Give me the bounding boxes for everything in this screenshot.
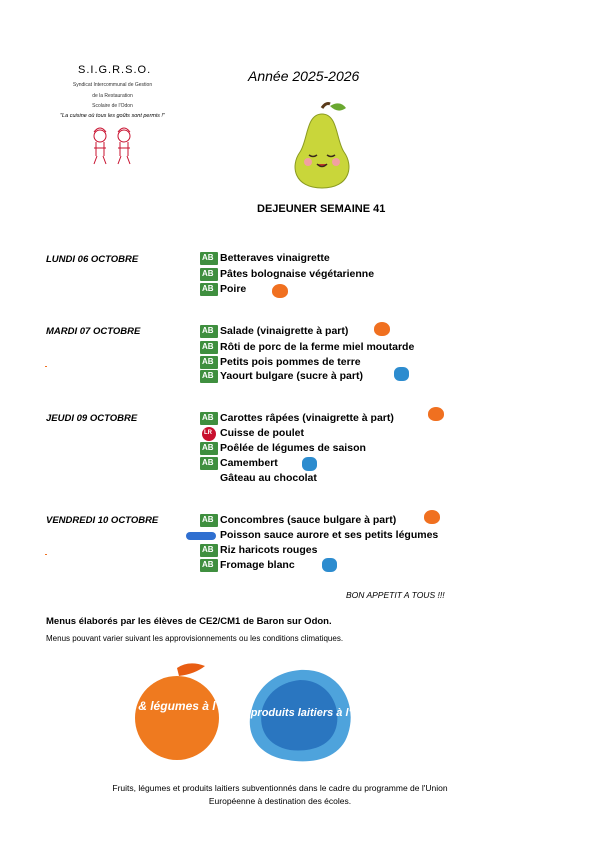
- orange-marker: [45, 366, 47, 367]
- dairy-program-icon: [394, 367, 409, 381]
- fruit-program-icon: [424, 510, 440, 524]
- organic-label-icon: [200, 559, 218, 572]
- dish-item: Betteraves vinaigrette: [220, 252, 330, 264]
- org-line-2: de la Restauration: [92, 93, 133, 99]
- organic-label-icon: [200, 370, 218, 383]
- fruits-logo-text: fruits & légumes à l'école: [104, 699, 250, 713]
- dish-item: Rôti de porc de la ferme miel moutarde: [220, 341, 415, 353]
- menu-variation-note: Menus pouvant varier suivant les approvisionnements ou les conditions climatiques.: [46, 634, 344, 643]
- organic-label-icon: [200, 514, 218, 527]
- day-label-thursday: JEUDI 09 OCTOBRE: [46, 413, 138, 424]
- org-motto: "La cuisine où tous les goûts sont permis !": [60, 113, 165, 119]
- organic-label-icon: [200, 356, 218, 369]
- bon-appetit-text: BON APPETIT A TOUS !!!: [346, 590, 445, 600]
- menu-authors-note: Menus élaborés par les élèves de CE2/CM1 de Baron sur Odon.: [46, 616, 332, 627]
- dish-item: Gâteau au chocolat: [220, 472, 317, 484]
- day-label-monday: LUNDI 06 OCTOBRE: [46, 254, 139, 265]
- dish-item: Yaourt bulgare (sucre à part): [220, 370, 363, 382]
- dish-item: Carottes râpées (vinaigrette à part): [220, 412, 394, 424]
- organic-label-icon: [200, 457, 218, 470]
- organic-label-icon: [200, 544, 218, 557]
- day-label-tuesday: MARDI 07 OCTOBRE: [46, 326, 141, 337]
- organic-label-icon: [200, 442, 218, 455]
- organic-label-icon: [200, 341, 218, 354]
- label-rouge-icon: [202, 427, 216, 441]
- dish-item: Fromage blanc: [220, 559, 295, 571]
- fruit-program-icon: [272, 284, 288, 298]
- organic-label-icon: [200, 252, 218, 265]
- footer-line-2: Européenne à destination des écoles.: [208, 796, 352, 806]
- week-title: DEJEUNER SEMAINE 41: [257, 203, 386, 215]
- org-name: S.I.G.R.S.O.: [78, 64, 152, 76]
- dish-item: Camembert: [220, 457, 278, 469]
- organic-label-icon: [200, 325, 218, 338]
- dairy-program-icon: [302, 457, 317, 471]
- organic-label-icon: [200, 283, 218, 296]
- fruits-legumes-logo: [104, 660, 250, 762]
- organic-label-icon: [200, 268, 218, 281]
- dairy-program-icon: [322, 558, 337, 572]
- footer-line-1: Fruits, légumes et produits laitiers subventionnés dans le cadre du programme de l'Union: [112, 783, 448, 793]
- bleu-blanc-coeur-icon: [186, 532, 216, 540]
- day-label-friday: VENDREDI 10 OCTOBRE: [46, 515, 159, 526]
- dish-item: Pâtes bolognaise végétarienne: [220, 268, 375, 280]
- org-line-1: Syndicat Intercommunal de Gestion: [72, 82, 153, 88]
- dish-item: Cuisse de poulet: [220, 427, 305, 439]
- lait-logo-text: lait & produits laitiers à l'école: [220, 707, 380, 719]
- chef-mascot-logo: [88, 124, 138, 168]
- year-title: Année 2025-2026: [248, 68, 360, 84]
- dish-item: Concombres (sauce bulgare à part): [220, 514, 397, 526]
- organic-label-icon: [200, 412, 218, 425]
- dish-item: Riz haricots rouges: [220, 544, 318, 556]
- org-line-3: Scolaire de l'Odon: [92, 103, 133, 109]
- fruit-program-icon: [428, 407, 444, 421]
- dish-item: Salade (vinaigrette à part): [220, 325, 349, 337]
- lait-produits-logo: [220, 664, 380, 768]
- orange-marker: [45, 554, 47, 555]
- dish-item: Poêlée de légumes de saison: [220, 442, 366, 454]
- footer-note: [60, 782, 500, 808]
- dish-item: Petits pois pommes de terre: [220, 356, 361, 368]
- fruit-program-icon: [374, 322, 390, 336]
- pear-illustration: [284, 100, 359, 192]
- dish-item: Poire: [220, 283, 247, 295]
- dish-item: Poisson sauce aurore et ses petits légumes: [220, 529, 439, 541]
